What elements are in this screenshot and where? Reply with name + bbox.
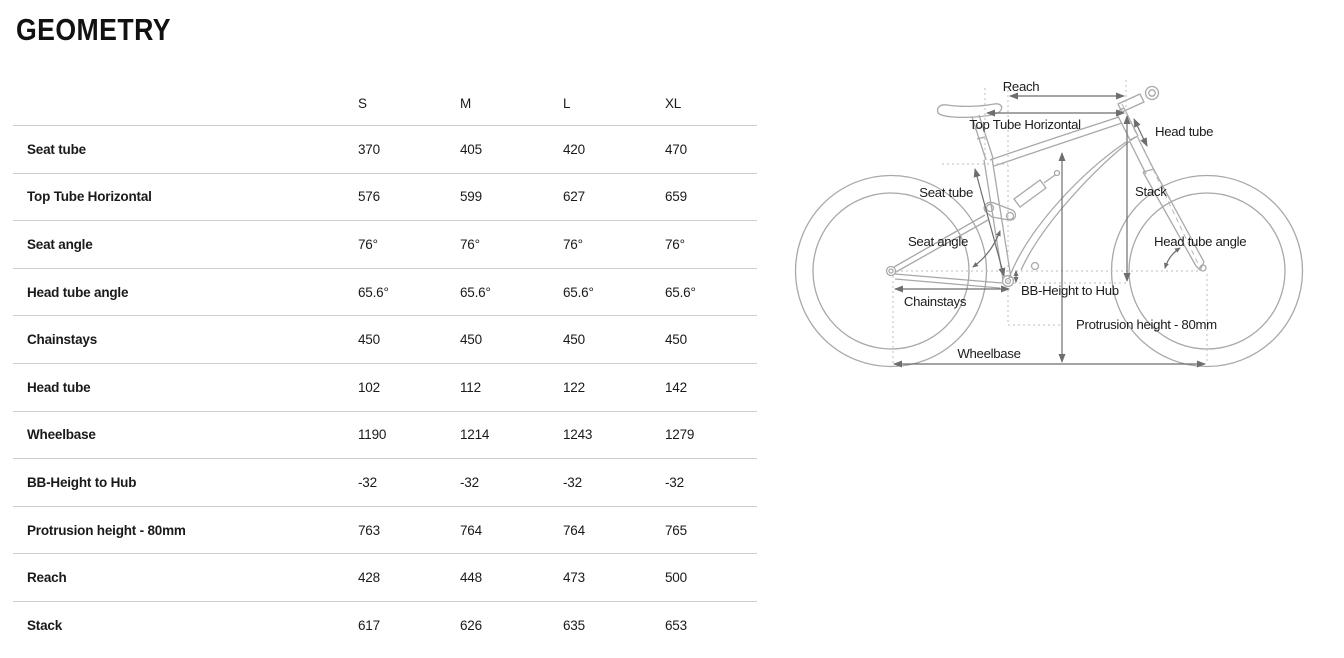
bb-height-label: BB-Height to Hub — [1021, 283, 1119, 298]
cell-value: 76° — [460, 236, 480, 252]
cell-value: 764 — [563, 522, 585, 538]
row-label: Head tube — [27, 379, 91, 395]
cell-value: 65.6° — [358, 284, 389, 300]
cell-value: 470 — [665, 141, 687, 157]
cell-value: 1190 — [358, 427, 387, 443]
cell-value: 102 — [358, 379, 380, 395]
head-tube-angle-label: Head tube angle — [1154, 234, 1247, 249]
cell-value: -32 — [665, 474, 684, 490]
row-label: Head tube angle — [27, 284, 129, 300]
cell-value: 1243 — [563, 427, 593, 443]
cell-value: 1214 — [460, 427, 490, 443]
row-label: Protrusion height - 80mm — [27, 522, 186, 538]
rear-shock — [1014, 171, 1060, 208]
cell-value: 428 — [358, 570, 380, 586]
page-title: GEOMETRY — [16, 12, 172, 47]
row-label: Chainstays — [27, 332, 98, 348]
size-column-xl: XL — [665, 95, 682, 111]
cell-value: 122 — [563, 379, 585, 395]
row-label: Seat angle — [27, 236, 93, 252]
cell-value: -32 — [460, 474, 479, 490]
row-label: BB-Height to Hub — [27, 474, 137, 490]
cell-value: 764 — [460, 522, 482, 538]
cell-value: 576 — [358, 189, 380, 205]
stack-label: Stack — [1135, 184, 1167, 199]
row-label: Top Tube Horizontal — [27, 189, 152, 205]
row-label: Seat tube — [27, 141, 86, 157]
cell-value: 450 — [358, 332, 380, 348]
cell-value: 448 — [460, 570, 482, 586]
cell-value: 500 — [665, 570, 687, 586]
cell-value: 1279 — [665, 427, 695, 443]
chainstays-label: Chainstays — [903, 294, 967, 309]
frame — [984, 108, 1138, 287]
cell-value: 65.6° — [460, 284, 491, 300]
cell-value: 617 — [358, 617, 380, 633]
row-label: Stack — [27, 617, 63, 633]
seat-tube-label: Seat tube — [919, 185, 973, 200]
cell-value: 599 — [460, 189, 482, 205]
fork — [1130, 138, 1206, 271]
cell-value: 473 — [563, 570, 585, 586]
cell-value: 653 — [665, 617, 687, 633]
cell-value: 65.6° — [563, 284, 594, 300]
cell-value: 112 — [460, 379, 481, 395]
diagram-labels — [904, 79, 1246, 361]
cell-value: 765 — [665, 522, 687, 538]
cell-value: 450 — [665, 332, 687, 348]
cell-value: 65.6° — [665, 284, 696, 300]
cell-value: 420 — [563, 141, 585, 157]
cell-value: 763 — [358, 522, 380, 538]
cell-value: 76° — [665, 236, 685, 252]
cell-value: 450 — [563, 332, 585, 348]
cell-value: 142 — [665, 379, 687, 395]
cell-value: 76° — [563, 236, 583, 252]
seat-angle-label: Seat angle — [907, 234, 968, 249]
cell-value: 627 — [563, 189, 585, 205]
cell-value: -32 — [563, 474, 582, 490]
size-column-s: S — [358, 95, 367, 111]
head-tube-angle-arc — [1165, 248, 1180, 268]
row-label: Reach — [27, 570, 67, 586]
cell-value: 659 — [665, 189, 687, 205]
wheelbase-label: Wheelbase — [957, 346, 1021, 361]
cell-value: 626 — [460, 617, 482, 633]
cell-value: 405 — [460, 141, 482, 157]
reach-label: Reach — [1002, 79, 1040, 94]
saddle — [938, 104, 1002, 118]
head-tube-label: Head tube — [1155, 124, 1214, 139]
cell-value: 635 — [563, 617, 585, 633]
cell-value: 76° — [358, 236, 378, 252]
cell-value: 450 — [460, 332, 482, 348]
front-wheel — [1112, 176, 1303, 367]
size-column-l: L — [563, 95, 571, 111]
cell-value: 370 — [358, 141, 380, 157]
seat-tube-arrow — [975, 169, 1004, 276]
size-column-m: M — [460, 95, 472, 111]
protrusion-label: Protrusion height - 80mm — [1076, 317, 1217, 332]
row-label: Wheelbase — [27, 427, 96, 443]
top-tube-label: Top Tube Horizontal — [969, 117, 1081, 132]
cell-value: -32 — [358, 474, 377, 490]
